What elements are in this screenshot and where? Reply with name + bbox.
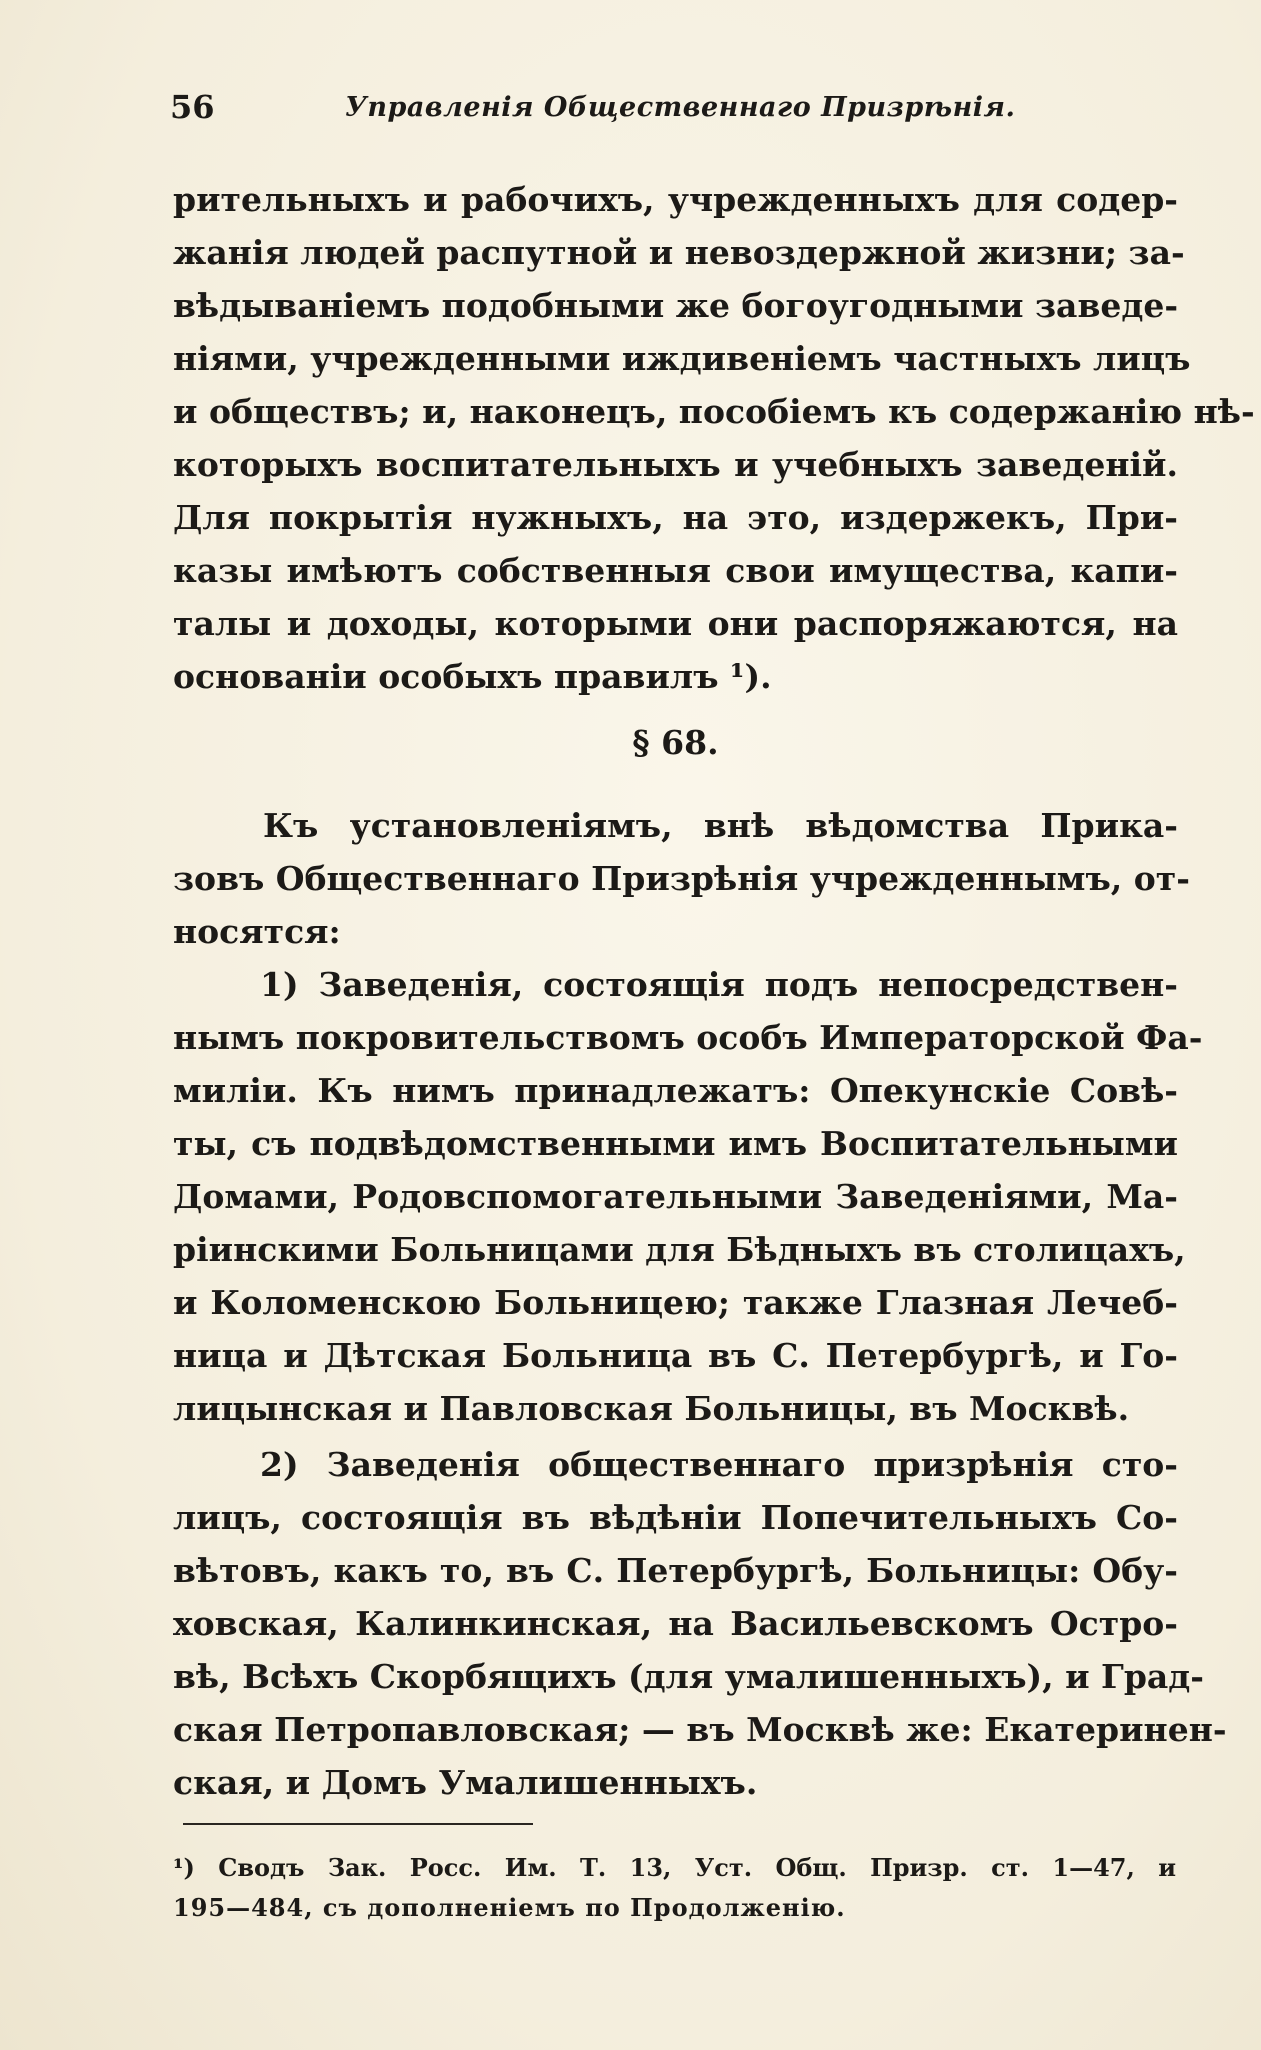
text-line: миліи. Къ нимъ принадлежатъ: Опекунскіе Совѣ- [173, 1071, 1178, 1110]
text-line: и Коломенскою Больницею; также Глазная Лечеб- [173, 1283, 1178, 1322]
list-item-1 [173, 958, 1203, 1435]
text-line: которыхъ воспитательныхъ и учебныхъ заведеній. [173, 445, 1178, 484]
text-line: ніями, учрежденными иждивеніемъ частныхъ лицъ [173, 339, 1191, 378]
footnote-line: 195—484, съ дополненіемъ по Продолженію. [173, 1893, 846, 1922]
text-line: вѣдываніемъ подобными же богоугодными заведе- [173, 286, 1179, 325]
footnote [173, 1848, 1176, 1928]
text-line: зовъ Общественнаго Призрѣнія учрежденнымъ, от- [173, 859, 1190, 898]
text-line: ховская, Калинкинская, на Васильевскомъ Остро- [173, 1604, 1178, 1643]
text-line: носятся: [173, 912, 341, 951]
paragraph-1 [173, 173, 1255, 703]
text-line: лицъ, состоящія въ вѣдѣніи Попечительныхъ Со- [173, 1498, 1178, 1537]
text-line: Къ установленіямъ, внѣ вѣдомства Прика- [263, 806, 1178, 845]
text-line: Для покрытія нужныхъ, на это, издержекъ, При- [173, 498, 1178, 537]
text-line: и обществъ; и, наконецъ, пособіемъ къ содержанію нѣ- [173, 392, 1255, 431]
text-line: Домами, Родовспомогательными Заведеніями, Ма- [173, 1177, 1178, 1216]
text-line: вѣ, Всѣхъ Скорбящихъ (для умалишенныхъ), и Град- [173, 1657, 1204, 1696]
text-line: лицынская и Павловская Больницы, въ Москвѣ. [173, 1389, 1130, 1428]
page-number: 56 [170, 88, 215, 126]
text-line: 1) Заведенія, состоящія подъ непосредствен- [260, 965, 1178, 1004]
text-line: казы имѣютъ собственныя свои имущества, капи- [173, 551, 1178, 590]
text-line: рительныхъ и рабочихъ, учрежденныхъ для содер- [173, 180, 1178, 219]
running-title: Управленія Общественнаго Призрѣнія. [345, 92, 1016, 123]
paragraph-2 [173, 799, 1190, 958]
text-line: ты, съ подвѣдомственными имъ Воспитательными [173, 1124, 1178, 1163]
text-line: талы и доходы, которыми они распоряжаются, на [173, 604, 1178, 643]
section-heading: § 68. [632, 723, 719, 762]
footnote-divider [183, 1823, 533, 1825]
text-line: ская, и Домъ Умалишенныхъ. [173, 1763, 758, 1802]
text-line: жанія людей распутной и невоздержной жизни; за- [173, 233, 1185, 272]
text-line: вѣтовъ, какъ то, въ С. Петербургѣ, Больницы: Обу- [173, 1551, 1178, 1590]
text-line: ская Петропавловская; — въ Москвѣ же: Екатеринен- [173, 1710, 1227, 1749]
list-item-2 [173, 1438, 1227, 1809]
text-line: ница и Дѣтская Больница въ С. Петербургѣ, и Го- [173, 1336, 1178, 1375]
text-line: ріинскими Больницами для Бѣдныхъ въ столицахъ, [173, 1230, 1186, 1269]
text-line: нымъ покровительствомъ особъ Императорской Фа- [173, 1018, 1203, 1057]
main-text [173, 173, 1255, 1809]
page-header [170, 88, 1090, 138]
text-line: 2) Заведенія общественнаго призрѣнія сто- [260, 1445, 1178, 1484]
footnote-line: ¹) Сводъ Зак. Росс. Им. Т. 13, Уст. Общ. Призр. ст. 1—47, и [173, 1853, 1176, 1882]
text-line: основаніи особыхъ правилъ ¹). [173, 657, 772, 696]
